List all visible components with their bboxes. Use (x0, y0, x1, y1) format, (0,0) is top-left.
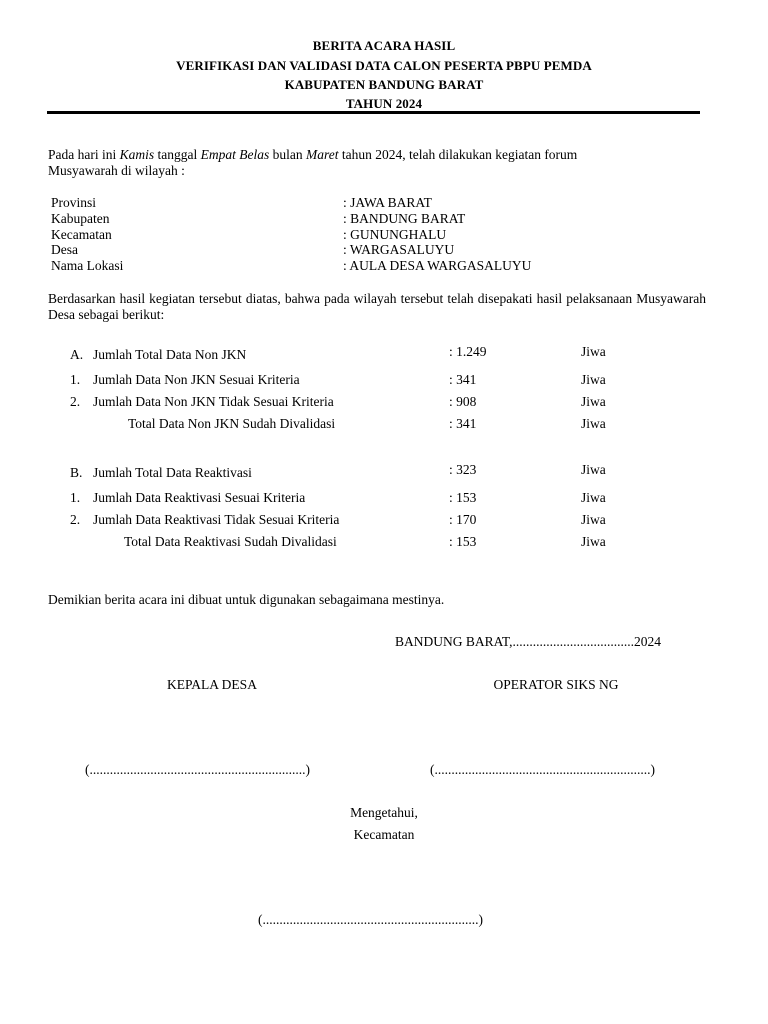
section-a-total-unit: Jiwa (581, 416, 606, 431)
signatory-title-operator: OPERATOR SIKS NG (493, 677, 619, 692)
signatory-title-village-head: KEPALA DESA (167, 677, 257, 692)
section-b-row-1-value: : 153 (449, 490, 477, 505)
location-value-provinsi: : JAWA BARAT (343, 195, 432, 210)
location-label-kabupaten: Kabupaten (51, 211, 110, 226)
section-b-row-2-unit: Jiwa (581, 512, 606, 527)
signature-line-village-head: (................................................................) (85, 762, 310, 777)
location-label-kecamatan: Kecamatan (51, 227, 112, 242)
closing-statement: Demikian berita acara ini dibuat untuk digunakan sebagaimana mestinya. (48, 592, 445, 607)
section-a-value: : 1.249 (449, 344, 487, 359)
section-a-number: A. (70, 347, 84, 362)
document-title-line-1: BERITA ACARA HASIL (312, 38, 456, 53)
section-b-row-2-value: : 170 (449, 512, 477, 527)
section-b-total-unit: Jiwa (581, 534, 606, 549)
section-a-total-label: Total Data Non JKN Sudah Divalidasi (128, 416, 336, 431)
location-value-desa: : WARGASALUYU (343, 242, 455, 257)
opening-line-1: Pada hari ini Kamis tanggal Empat Belas bulan Maret tahun 2024, telah dilakukan kegiatan forum (48, 147, 578, 162)
basis-paragraph: Berdasarkan hasil kegiatan tersebut diatas, bahwa pada wilayah tersebut telah disepakati hasil pelaksanaan Musyawarah Desa sebagai berikut: (48, 291, 706, 322)
place-date-line: BANDUNG BARAT,....................................2024 (395, 634, 662, 649)
section-a-row-2-unit: Jiwa (581, 394, 606, 409)
section-a-row-1-value: : 341 (449, 372, 477, 387)
section-b-row-1-label: Jumlah Data Reaktivasi Sesuai Kriteria (93, 490, 306, 505)
section-b-row-2-label: Jumlah Data Reaktivasi Tidak Sesuai Kriteria (93, 512, 340, 527)
section-b-row-1-unit: Jiwa (581, 490, 606, 505)
header-divider (47, 111, 700, 114)
location-label-provinsi: Provinsi (51, 195, 97, 210)
location-value-kabupaten: : BANDUNG BARAT (343, 211, 466, 226)
acknowledged-label: Mengetahui, (350, 805, 418, 820)
section-a-row-2-label: Jumlah Data Non JKN Tidak Sesuai Kriteria (93, 394, 334, 409)
document-title-line-3: KABUPATEN BANDUNG BARAT (284, 77, 484, 92)
opening-paragraph (48, 147, 706, 179)
opening-line-2: Musyawarah di wilayah : (48, 163, 185, 178)
district-office-label: Kecamatan (353, 827, 415, 842)
section-a-row-1-number: 1. (70, 372, 81, 387)
section-b-row-1-number: 1. (70, 490, 81, 505)
section-b-total-value: : 153 (449, 534, 477, 549)
section-a-row-1-label: Jumlah Data Non JKN Sesuai Kriteria (93, 372, 300, 387)
section-a-row-1-unit: Jiwa (581, 372, 606, 387)
section-b-row-2-number: 2. (70, 512, 81, 527)
section-b-value: : 323 (449, 462, 477, 477)
section-a-row-2-value: : 908 (449, 394, 477, 409)
document-title-line-2: VERIFIKASI DAN VALIDASI DATA CALON PESERTA PBPU PEMDA (176, 58, 592, 73)
section-a-row-2-number: 2. (70, 394, 81, 409)
document-title-line-4: TAHUN 2024 (345, 96, 423, 111)
signature-line-operator: (................................................................) (430, 762, 655, 777)
month-name: Maret (306, 147, 339, 162)
signature-line-district: (................................................................) (258, 912, 483, 927)
day-name: Kamis (119, 147, 155, 162)
date-text: Empat Belas (200, 147, 270, 162)
section-a-label: Jumlah Total Data Non JKN (93, 347, 247, 362)
section-b-number: B. (70, 465, 83, 480)
section-b-unit: Jiwa (581, 462, 606, 477)
location-value-kecamatan: : GUNUNGHALU (343, 227, 447, 242)
section-a-total-value: : 341 (449, 416, 477, 431)
section-b-label: Jumlah Total Data Reaktivasi (93, 465, 252, 480)
location-label-nama-lokasi: Nama Lokasi (51, 258, 124, 273)
section-b-total-label: Total Data Reaktivasi Sudah Divalidasi (124, 534, 337, 549)
location-value-nama-lokasi: : AULA DESA WARGASALUYU (343, 258, 532, 273)
section-a-unit: Jiwa (581, 344, 606, 359)
location-label-desa: Desa (51, 242, 78, 257)
